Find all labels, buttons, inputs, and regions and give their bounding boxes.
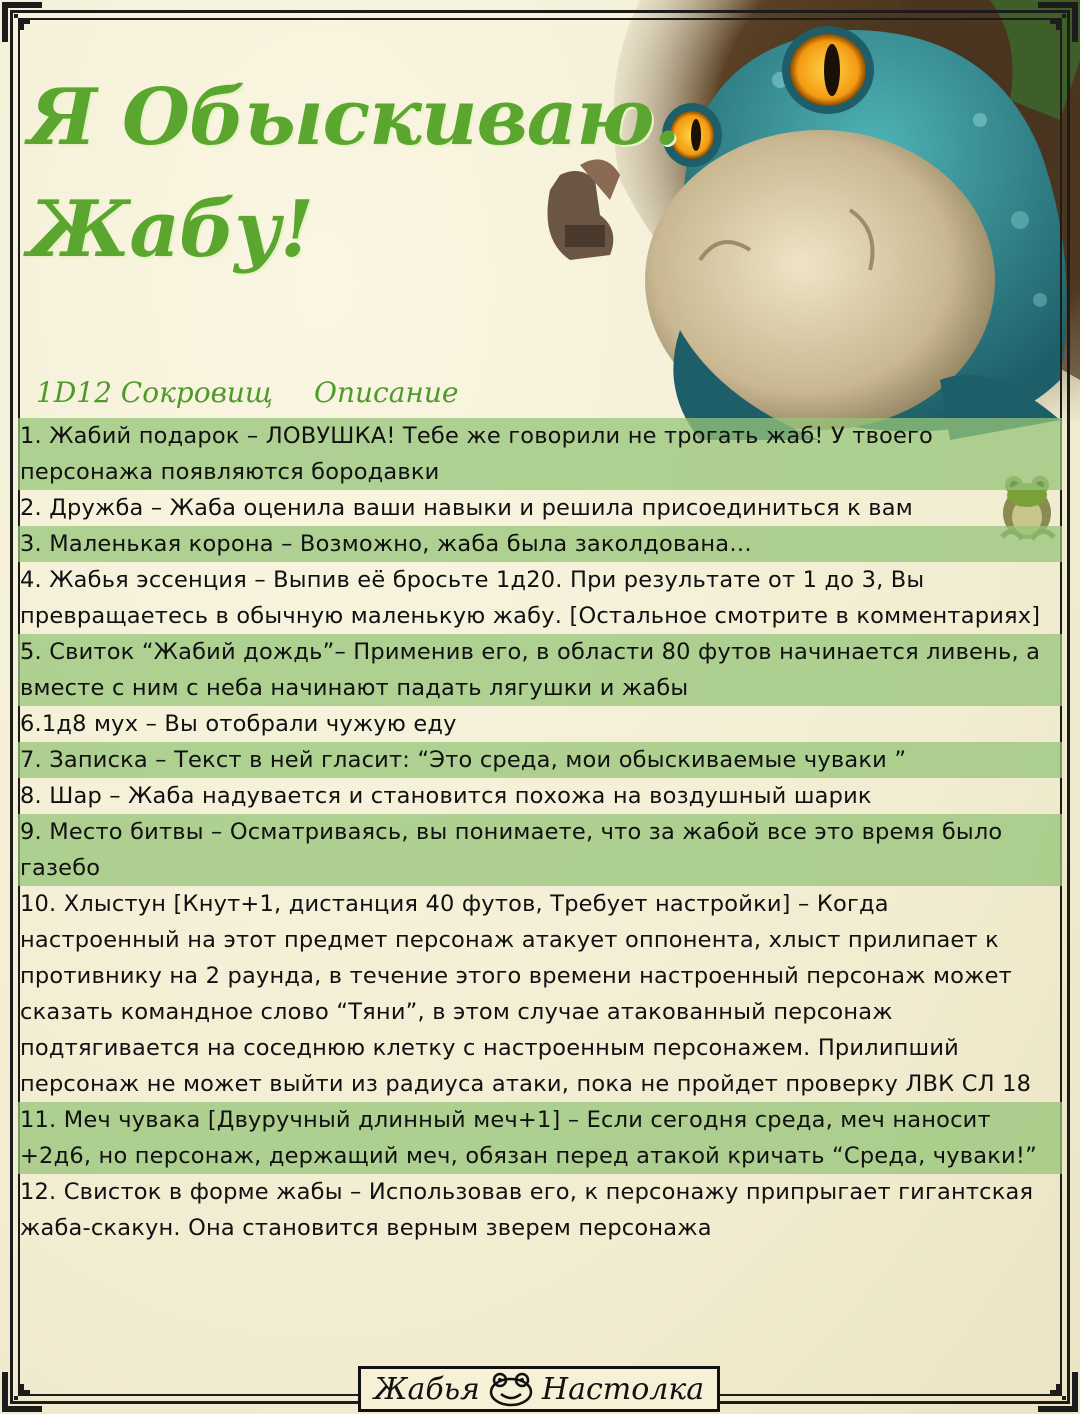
table-row: 7. Записка – Текст в ней гласит: “Это среда, мои обыскиваемые чуваки ”: [18, 742, 1062, 778]
table-row: 1. Жабий подарок – ЛОВУШКА! Тебе же говорили не трогать жаб! У твоего персонажа появляются бородавки: [18, 418, 1062, 490]
table-row: 2. Дружба – Жаба оценила ваши навыки и решила присоединиться к вам: [20, 495, 913, 521]
table-row: 5. Свиток “Жабий дождь”– Применив его, в области 80 футов начинается ливень, а вместе с ним с неба начинают падать лягушки и жабы: [18, 634, 1062, 706]
table-row: 6.1д8 мух – Вы отобрали чужую еду: [20, 711, 457, 737]
table-row: 10. Хлыстун [Кнут+1, дистанция 40 футов, Требует настройки] – Когда настроенный на этот предмет персонаж атакует оппонента, хлыст прилипает к противнику на 2 раунда, в течение этого времени настроенный персонаж может сказать командное слово “Тяни”, в этом случае атакованный персонаж подтягивается на соседнюю клетку с настроенным персонажем. Прилипший персонаж не может выйти из радиуса атаки, пока не пройдет проверку ЛВК СЛ 18: [20, 891, 1032, 1097]
page-title: [28, 62, 680, 286]
brand-logo-left: Жабья: [373, 1371, 480, 1407]
column-header-dice: 1D12 Сокровищ: [36, 376, 273, 409]
title-line-2: Жабу!: [28, 184, 314, 275]
toad-logo-icon: [486, 1370, 536, 1408]
table-row: 9. Место битвы – Осматриваясь, вы понимаете, что за жабой все это время было газебо: [18, 814, 1062, 886]
brand-logo: [358, 1366, 720, 1412]
table-row: 3. Маленькая корона – Возможно, жаба была заколдована…: [18, 526, 1062, 562]
title-line-1: Я Обыскиваю.: [28, 72, 680, 163]
column-header-description: Описание: [314, 376, 459, 409]
table-row: 12. Свисток в форме жабы – Использовав его, к персонажу припрыгает гигантская жаба-скакун. Она становится верным зверем персонажа: [20, 1179, 1034, 1241]
table-row: 11. Меч чувака [Двуручный длинный меч+1] – Если сегодня среда, меч наносит +2д6, но персонаж, держащий меч, обязан перед атакой кричать “Среда, чуваки!”: [18, 1102, 1062, 1174]
brand-logo-right: Настолка: [541, 1371, 705, 1407]
treasure-table: [18, 418, 1062, 1246]
table-row: 8. Шар – Жаба надувается и становится похожа на воздушный шарик: [20, 783, 872, 809]
table-row: 4. Жабья эссенция – Выпив её бросьте 1д20. При результате от 1 до 3, Вы превращаетесь в обычную маленькую жабу. [Остальное смотрите в комментариях]: [20, 567, 1041, 629]
